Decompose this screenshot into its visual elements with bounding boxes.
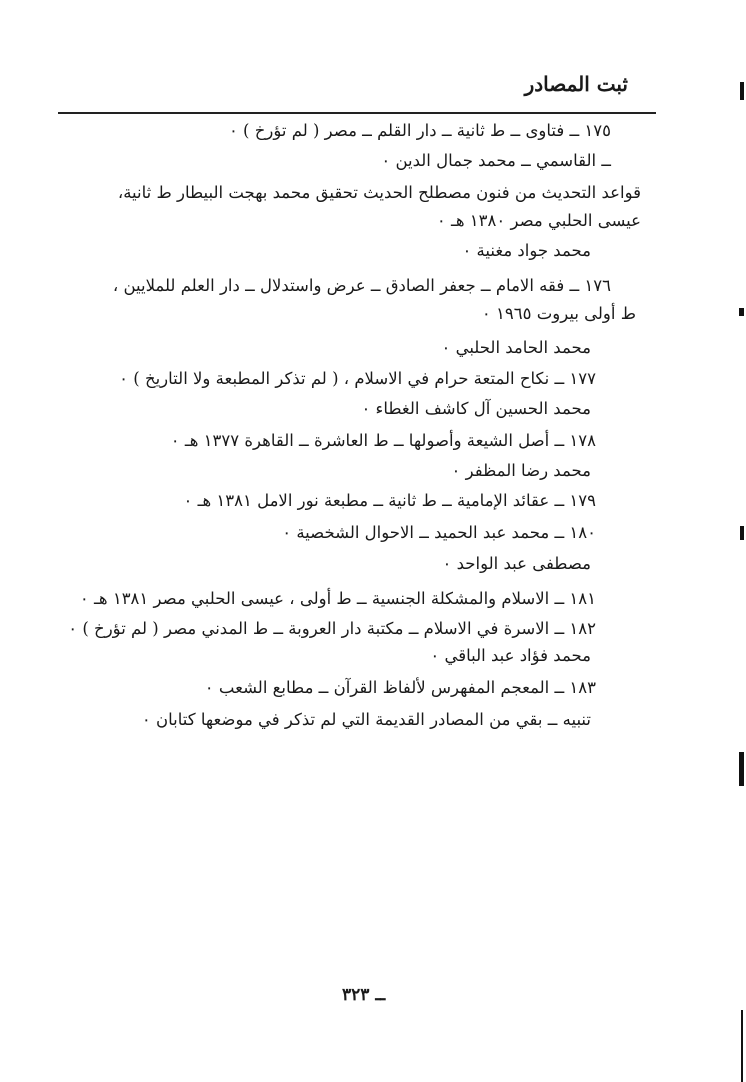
bibliography-entry: ١٧٦ ــ فقه الامام ــ جعفر الصادق ــ عرض واستدلال ــ دار العلم للملايين ، [112,276,611,295]
page-header-title: ثبت المصادر [524,72,628,96]
page-number: ــ ٣٢٣ [342,985,386,1005]
bibliography-entry: قواعد التحديث من فنون مصطلح الحديث تحقيق محمد بهجت البيطار ط ثانية، [117,183,641,202]
scan-edge-mark [740,526,744,540]
scan-edge-mark [740,82,744,100]
author-line: محمد الحسين آل كاشف الغطاء ٠ [361,399,591,418]
bibliography-entry: ١٨٢ ــ الاسرة في الاسلام ــ مكتبة دار العروبة ــ ط المدني مصر ( لم تؤرخ ) ٠ [68,619,596,638]
bibliography-entry: ١٧٧ ــ نكاح المتعة حرام في الاسلام ، ( لم تذكر المطبعة ولا التاريخ ) ٠ [119,369,596,388]
bibliography-entry: ١٧٩ ــ عقائد الإمامية ــ ط ثانية ــ مطبعة نور الامل ١٣٨١ هـ ٠ [183,491,596,510]
bibliography-entry-continued: ط أولى بيروت ١٩٦٥ ٠ [481,304,636,323]
author-line: مصطفى عبد الواحد ٠ [442,554,591,573]
author-line: محمد الحامد الحلبي ٠ [441,338,591,357]
bibliography-entry: ١٨٠ ــ محمد عبد الحميد ــ الاحوال الشخصية ٠ [282,523,596,542]
author-line: محمد جواد مغنية ٠ [462,241,591,260]
bibliography-entry: ١٨١ ــ الاسلام والمشكلة الجنسية ــ ط أولى ، عيسى الحلبي مصر ١٣٨١ هـ ٠ [79,589,596,608]
bibliography-entry: ١٨٣ ــ المعجم المفهرس لألفاظ القرآن ــ مطابع الشعب ٠ [204,678,596,697]
scan-edge-mark [741,1010,743,1082]
author-line: محمد رضا المظفر ٠ [451,461,591,480]
bibliography-entry-continued: عيسى الحلبي مصر ١٣٨٠ هـ ٠ [436,211,641,230]
note-line: تنبيه ــ بقي من المصادر القديمة التي لم تذكر في موضعها كتابان ٠ [141,710,591,729]
author-line: ــ القاسمي ــ محمد جمال الدين ٠ [381,151,611,170]
author-line: محمد فؤاد عبد الباقي ٠ [430,646,591,665]
scan-edge-mark [739,752,744,786]
header-divider [58,112,656,114]
scan-edge-mark [739,308,744,316]
bibliography-entry: ١٧٥ ــ فتاوى ــ ط ثانية ــ دار القلم ــ مصر ( لم تؤرخ ) ٠ [228,121,611,140]
bibliography-entry: ١٧٨ ــ أصل الشيعة وأصولها ــ ط العاشرة ــ القاهرة ١٣٧٧ هـ ٠ [170,431,596,450]
